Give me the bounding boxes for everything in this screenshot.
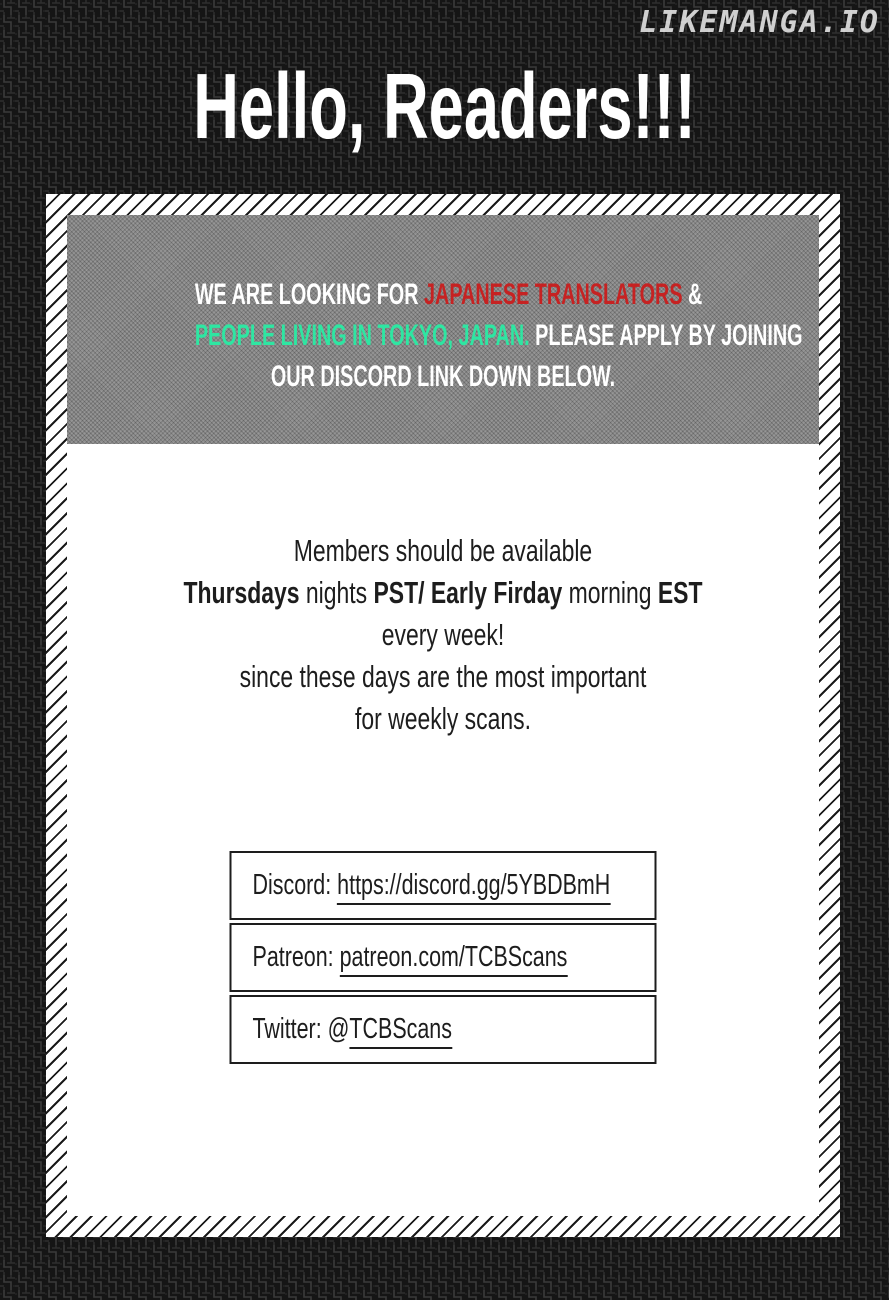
patreon-link[interactable]: patreon.com/TCBScans [340, 941, 568, 977]
announcement-line [194, 315, 803, 356]
twitter-label: Twitter: @ [252, 1013, 350, 1045]
discord-link[interactable]: https://discord.gg/5YBDBmH [337, 869, 610, 905]
link-text [253, 869, 611, 902]
page-title: Hello, Readers!!! [193, 54, 696, 158]
schedule-text [67, 530, 819, 740]
text-segment: Members should be available [293, 533, 593, 568]
text-segment: for weekly scans. [355, 701, 531, 736]
text-segment: EST [657, 575, 703, 610]
discord-label: Discord: [252, 869, 338, 901]
site-watermark: LIKEMANGA.IO [639, 5, 880, 40]
link-text [253, 941, 568, 974]
schedule-line [165, 530, 721, 572]
text-segment: OUR DISCORD LINK DOWN BELOW. [270, 360, 616, 393]
link-text [253, 1013, 452, 1046]
schedule-line [165, 614, 721, 656]
text-segment: PST/ Early Firday [373, 575, 563, 610]
text-segment: nights [299, 575, 374, 610]
schedule-line [165, 698, 721, 740]
discord-link-row [230, 851, 657, 920]
patreon-link-row [230, 923, 657, 992]
notice-card [67, 215, 819, 1216]
contact-links-panel [230, 851, 657, 1064]
twitter-link[interactable]: TCBScans [349, 1013, 452, 1049]
schedule-line [165, 572, 721, 614]
text-segment: PEOPLE LIVING IN TOKYO, JAPAN. [194, 319, 530, 352]
announcement-line [195, 356, 691, 397]
announcement-line [194, 274, 703, 315]
text-segment: JAPANESE TRANSLATORS [424, 278, 683, 311]
text-segment: PLEASE APPLY BY JOINING [529, 319, 803, 352]
text-segment: Thursdays [183, 575, 300, 610]
card-striped-border [46, 194, 840, 1237]
text-segment: every week! [381, 617, 505, 652]
text-segment: WE ARE LOOKING FOR [194, 278, 425, 311]
text-segment: since these days are the most important [239, 659, 647, 694]
schedule-line [165, 656, 721, 698]
recruiting-announcement-box [67, 215, 819, 444]
text-segment: morning [562, 575, 658, 610]
text-segment: & [682, 278, 703, 311]
patreon-label: Patreon: [252, 941, 340, 973]
twitter-link-row [230, 995, 657, 1064]
